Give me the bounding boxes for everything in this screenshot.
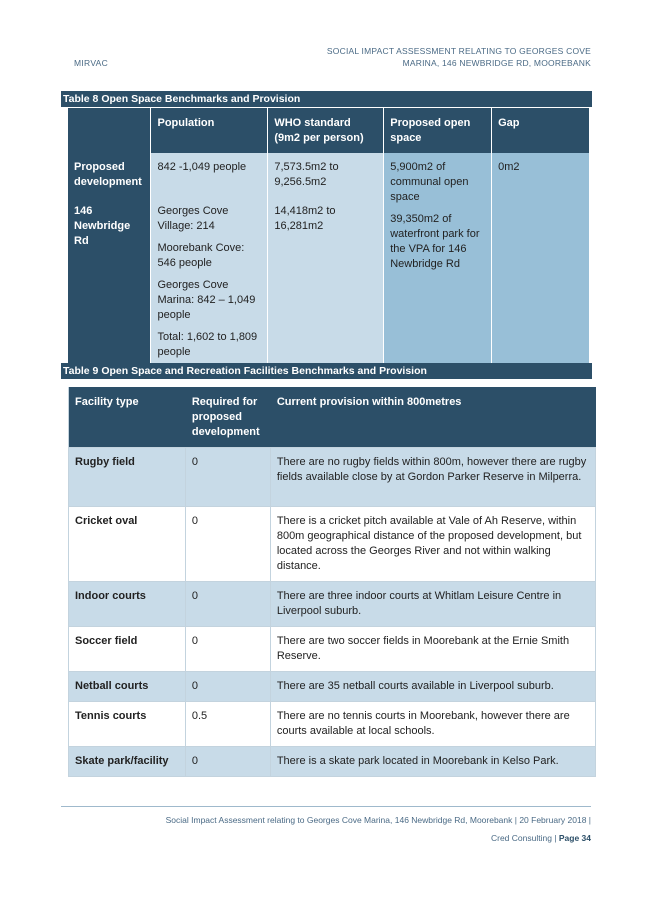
- table-row: [69, 672, 596, 702]
- table9-caption: Table 9 Open Space and Recreation Facilities Benchmarks and Provision: [61, 363, 592, 379]
- facility-required: 0: [185, 672, 270, 702]
- header-title-line1: SOCIAL IMPACT ASSESSMENT RELATING TO GEORGES COVE: [326, 46, 591, 56]
- facility-type: Netball courts: [69, 672, 186, 702]
- table8-header-cell: [68, 108, 151, 153]
- table8-caption: Table 8 Open Space Benchmarks and Provision: [61, 91, 592, 107]
- table-row: [69, 702, 596, 747]
- table8-header-cell: WHO standard (9m2 per person): [268, 108, 384, 153]
- facility-provision: There are two soccer fields in Moorebank at the Ernie Smith Reserve.: [270, 627, 595, 672]
- footer-divider: [61, 806, 591, 807]
- table8-population-item: Georges Cove Marina: 842 – 1,049 people: [157, 279, 256, 321]
- facility-required: 0: [185, 582, 270, 627]
- footer-company: Cred Consulting: [490, 833, 552, 843]
- table8-header-cell: Proposed open space: [384, 108, 492, 153]
- facility-provision: There are 35 netball courts available in Liverpool suburb.: [270, 672, 595, 702]
- facility-required: 0: [185, 507, 270, 582]
- table8-row-label: 146 Newbridge Rd: [68, 197, 151, 367]
- facility-required: 0.5: [185, 702, 270, 747]
- facility-provision: There is a skate park located in Moorebank in Kelso Park.: [270, 747, 595, 777]
- table8-population-item: Georges Cove Village: 214: [157, 205, 229, 232]
- facility-type: Cricket oval: [69, 507, 186, 582]
- table-row: [69, 582, 596, 627]
- table9: [68, 387, 596, 777]
- table8-population: [151, 197, 268, 367]
- facility-type: Rugby field: [69, 448, 186, 507]
- page-number: Page 34: [558, 833, 591, 843]
- table8: [68, 108, 590, 367]
- facility-type: Soccer field: [69, 627, 186, 672]
- facility-required: 0: [185, 627, 270, 672]
- facility-type: Indoor courts: [69, 582, 186, 627]
- facility-provision: There are three indoor courts at Whitlam Leisure Centre in Liverpool suburb.: [270, 582, 595, 627]
- table8-header-cell: Gap: [492, 108, 590, 153]
- footer-document-info: Social Impact Assessment relating to Georges Cove Marina, 146 Newbridge Rd, Moorebank | 20 February 2018 |: [165, 815, 591, 825]
- footer-page-info: [491, 833, 591, 843]
- facility-type: Skate park/facility: [69, 747, 186, 777]
- table8-population: 842 -1,049 people: [151, 153, 268, 197]
- facility-required: 0: [185, 448, 270, 507]
- header-title-line2: MARINA, 146 NEWBRIDGE RD, MOOREBANK: [402, 58, 591, 68]
- table8-open-space: [384, 153, 492, 367]
- table8-who: 14,418m2 to 16,281m2: [268, 197, 384, 367]
- table9-header-row: [69, 387, 596, 448]
- table8-gap: 0m2: [492, 153, 590, 367]
- header-company: MIRVAC: [74, 58, 109, 68]
- table9-header-cell: Facility type: [69, 387, 186, 448]
- table8-who: 7,573.5m2 to 9,256.5m2: [268, 153, 384, 197]
- facility-type: Tennis courts: [69, 702, 186, 747]
- table-row: [69, 507, 596, 582]
- table-row: [68, 153, 590, 197]
- table-row: [69, 448, 596, 507]
- table8-population-item: Total: 1,602 to 1,809 people: [157, 331, 258, 358]
- facility-required: 0: [185, 747, 270, 777]
- table8-open-space-item: 5,900m2 of communal open space: [390, 161, 469, 203]
- header-title: [327, 45, 591, 69]
- table8-header-cell: Population: [151, 108, 268, 153]
- facility-provision: There is a cricket pitch available at Vale of Ah Reserve, within 800m geographical distance of the proposed development, but located across the Georges River and not within walking distance.: [270, 507, 595, 582]
- table-row: [69, 747, 596, 777]
- footer-separator: |: [551, 833, 559, 843]
- table9-header-cell: Current provision within 800metres: [270, 387, 595, 448]
- table-row: [69, 627, 596, 672]
- table8-row-label: Proposed development: [68, 153, 151, 197]
- table8-header-row: [68, 108, 590, 153]
- facility-provision: There are no rugby fields within 800m, however there are rugby fields available close by at Gordon Parker Reserve in Milperra.: [270, 448, 595, 507]
- table8-open-space-item: 39,350m2 of waterfront park for the VPA for 146 Newbridge Rd: [390, 213, 480, 270]
- table8-population-item: Moorebank Cove: 546 people: [157, 242, 245, 269]
- facility-provision: There are no tennis courts in Moorebank, however there are courts available at local schools.: [270, 702, 595, 747]
- table9-header-cell: Required for proposed development: [185, 387, 270, 448]
